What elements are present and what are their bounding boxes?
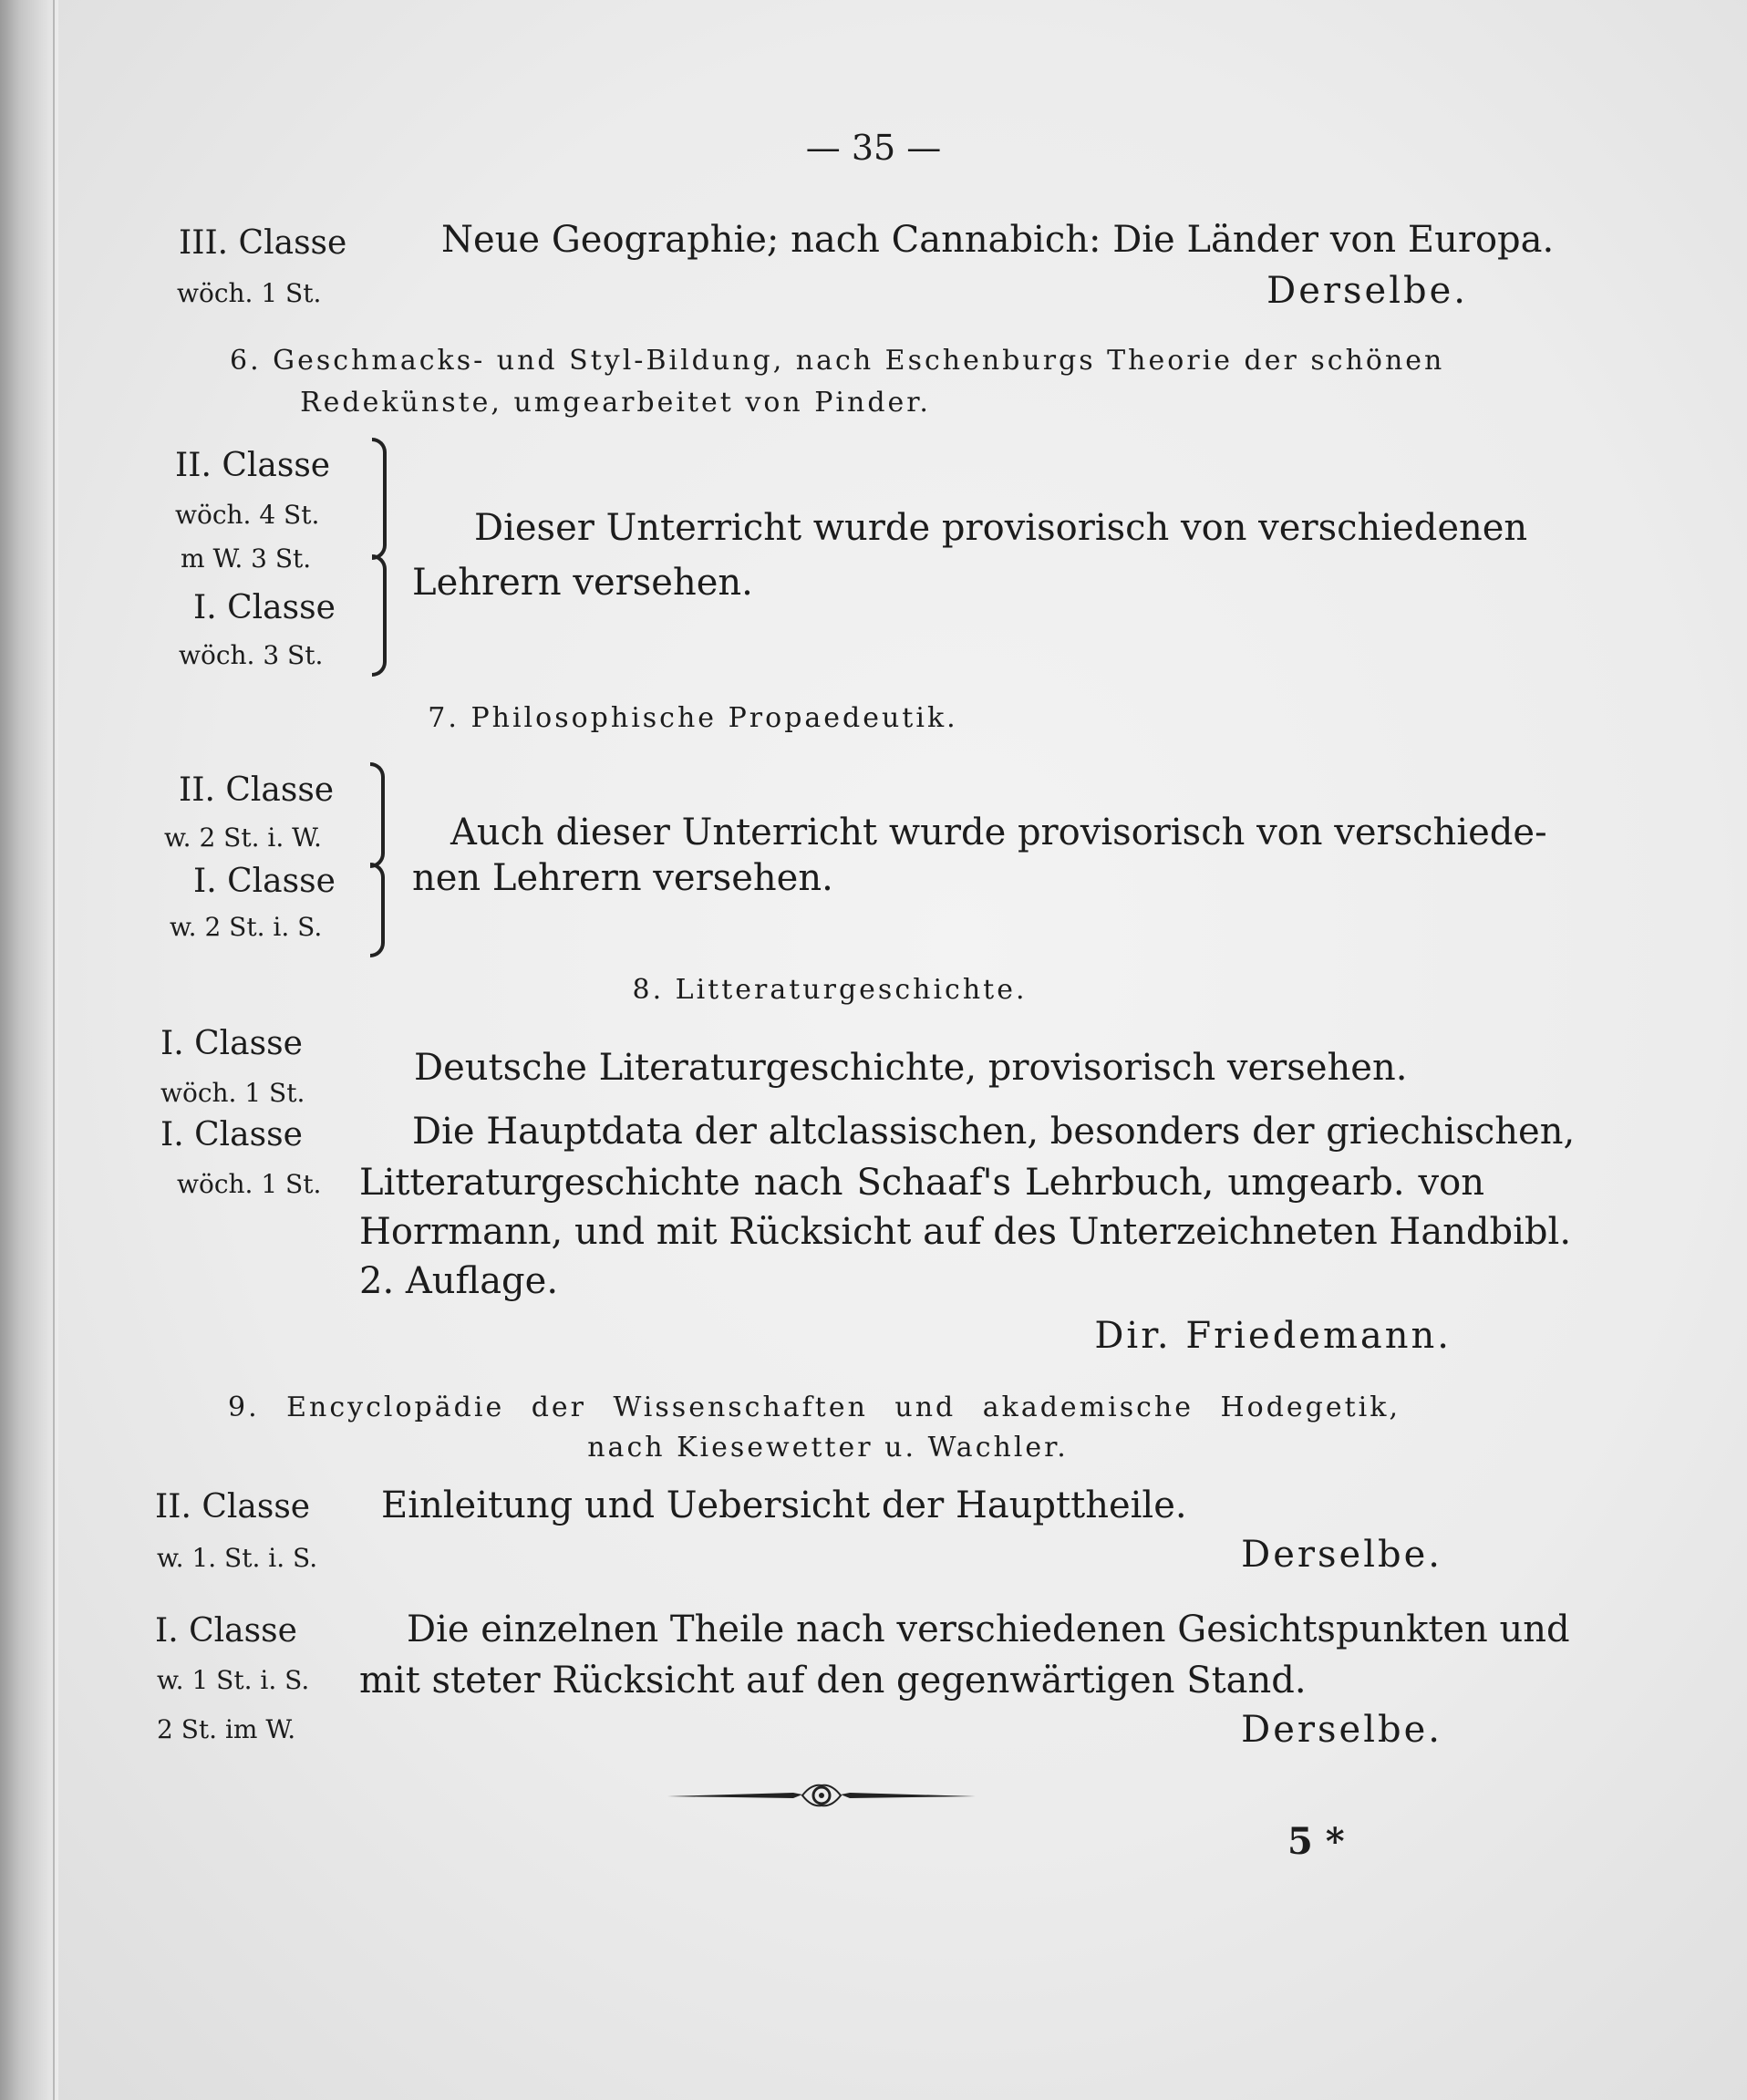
s9-text-b2: mit steter Rücksicht auf den gegenwärtigen Stand. xyxy=(359,1660,1307,1702)
s8-hours-b: wöch. 1 St. xyxy=(177,1169,322,1199)
s6-heading-line1: 6. Geschmacks- und Styl-Bildung, nach Eschenburgs Theorie der schönen xyxy=(230,345,1445,377)
s6-heading-line2: Redekünste, umgearbeitet von Pinder. xyxy=(300,387,931,419)
s7-text-line2: nen Lehrern versehen. xyxy=(412,857,833,899)
s9-teacher-b: Derselbe. xyxy=(1241,1709,1442,1751)
s6-hours-i: wöch. 3 St. xyxy=(179,640,324,670)
s6-text-line2: Lehrern versehen. xyxy=(412,562,753,604)
s8-hours-a: wöch. 1 St. xyxy=(160,1078,305,1108)
book-binding-shadow xyxy=(0,0,58,2100)
s9-hours-b1: w. 1 St. i. S. xyxy=(157,1665,310,1695)
binding-fold-line xyxy=(53,0,55,2100)
s6-hours-ii-a: wöch. 4 St. xyxy=(175,500,320,530)
s9-heading-line1: 9. Encyclopädie der Wissenschaften und akademische Hodegetik, xyxy=(228,1391,1401,1423)
s8-text-b4: 2. Auflage. xyxy=(359,1260,559,1302)
s6-text-line1: Dieser Unterricht wurde provisorisch von verschiedenen xyxy=(474,507,1528,549)
s9-text-a: Einleitung und Uebersicht der Haupttheile. xyxy=(381,1484,1187,1526)
page-number: — 35 — xyxy=(805,128,942,168)
s7-brace-bottom xyxy=(370,863,385,957)
signature-mark: 5 * xyxy=(1287,1820,1345,1863)
s8-class-a: I. Classe xyxy=(160,1025,303,1062)
s7-brace-top xyxy=(370,762,385,868)
s6-brace-top xyxy=(372,438,387,560)
s8-text-b3: Horrmann, und mit Rücksicht auf des Unterzeichneten Handbibl. xyxy=(359,1211,1572,1253)
s8-text-a: Deutsche Literaturgeschichte, provisorisch versehen. xyxy=(414,1047,1408,1089)
geo-hours: wöch. 1 St. xyxy=(177,278,322,308)
s6-hours-ii-b: m W. 3 St. xyxy=(181,543,312,574)
s6-class-ii: II. Classe xyxy=(175,447,331,484)
s8-class-b: I. Classe xyxy=(160,1116,303,1153)
s9-hours-b2: 2 St. im W. xyxy=(157,1714,296,1744)
s9-class-b: I. Classe xyxy=(155,1612,297,1650)
s9-heading-line2: nach Kiesewetter u. Wachler. xyxy=(587,1432,1069,1464)
rule-ornament-icon xyxy=(666,1776,977,1813)
s9-class-a: II. Classe xyxy=(155,1488,311,1526)
s6-class-i: I. Classe xyxy=(193,589,336,626)
s7-class-ii: II. Classe xyxy=(179,771,335,809)
s9-teacher-a: Derselbe. xyxy=(1241,1534,1442,1576)
s7-heading: 7. Philosophische Propaedeutik. xyxy=(428,702,958,734)
s9-hours-a: w. 1. St. i. S. xyxy=(157,1543,318,1573)
geo-teacher: Derselbe. xyxy=(1266,270,1468,312)
s7-text-line1: Auch dieser Unterricht wurde provisorisch von verschiede- xyxy=(450,812,1547,853)
s9-text-b1: Die einzelnen Theile nach verschiedenen Gesichtspunkten und xyxy=(407,1609,1570,1650)
geo-class: III. Classe xyxy=(179,224,347,262)
geo-line: Neue Geographie; nach Cannabich: Die Länder von Europa. xyxy=(441,219,1555,261)
s8-text-b1: Die Hauptdata der altclassischen, besonders der griechischen, xyxy=(412,1111,1576,1153)
s7-class-i: I. Classe xyxy=(193,863,336,900)
s8-teacher: Dir. Friedemann. xyxy=(1094,1315,1452,1357)
s7-hours-ii: w. 2 St. i. W. xyxy=(164,822,322,853)
s8-heading: 8. Litteraturgeschichte. xyxy=(632,974,1028,1006)
s8-text-b2: Litteraturgeschichte nach Schaaf's Lehrbuch, umgearb. von xyxy=(359,1162,1484,1204)
s6-brace-bottom xyxy=(372,554,387,677)
s7-hours-i: w. 2 St. i. S. xyxy=(170,912,323,942)
